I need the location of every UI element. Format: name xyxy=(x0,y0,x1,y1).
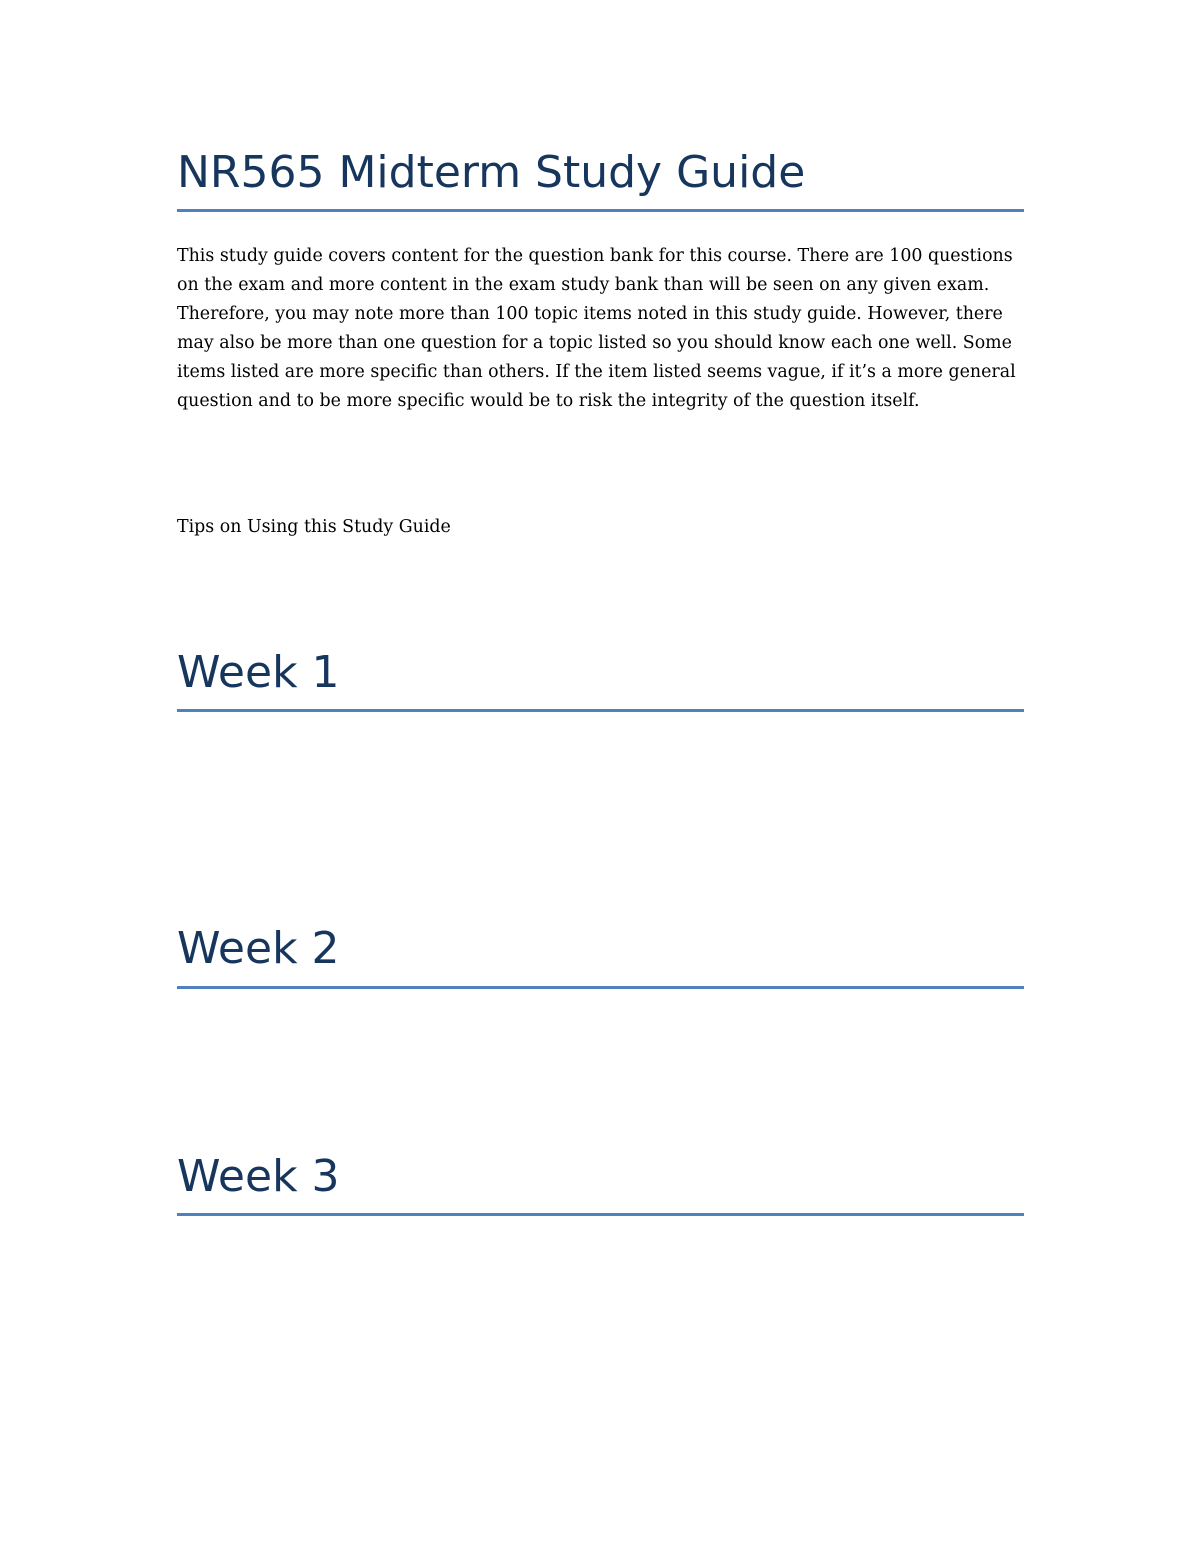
tips-heading: Tips on Using this Study Guide xyxy=(177,517,451,537)
document-title: NR565 Midterm Study Guide xyxy=(177,147,806,198)
week-1-underline xyxy=(177,709,1024,712)
week-2-heading: Week 2 xyxy=(177,923,340,974)
title-underline xyxy=(177,209,1024,212)
week-3-underline xyxy=(177,1213,1024,1216)
week-3-heading: Week 3 xyxy=(177,1151,340,1202)
week-2-underline xyxy=(177,986,1024,989)
week-1-heading: Week 1 xyxy=(177,647,340,698)
intro-paragraph: This study guide covers content for the question bank for this course. There are 100 questions on the exam and more content in the exam study bank than will be seen on any given exam. Therefore, you may note more than 100 topic items noted in this study guide. However, there may also be more than one question for a topic listed so you should know each one well. Some items listed are more specific than others. If the item listed seems vague, if it’s a more general question and to be more specific would be to risk the integrity of the question itself. xyxy=(177,246,1016,411)
